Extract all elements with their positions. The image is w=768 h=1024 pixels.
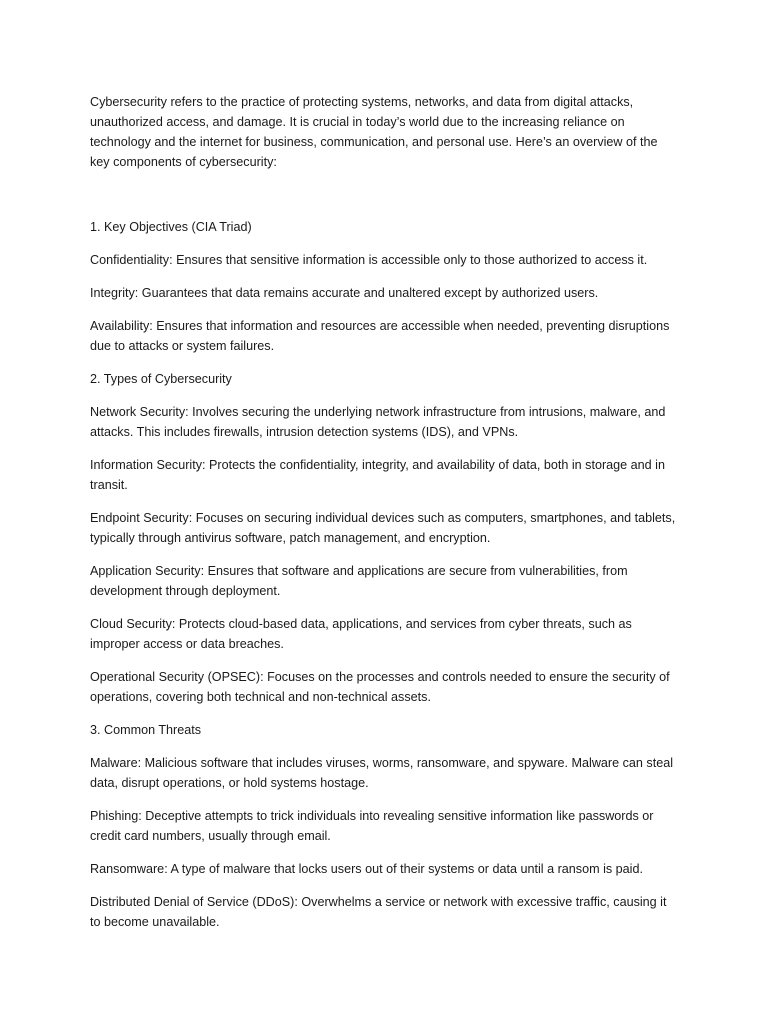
paragraph-confidentiality: Confidentiality: Ensures that sensitive information is accessible only to those authorized to access it. xyxy=(90,253,648,267)
section-heading-key-objectives: 1. Key Objectives (CIA Triad) xyxy=(90,220,252,234)
section-heading-common-threats: 3. Common Threats xyxy=(90,723,202,737)
intro-paragraph: Cybersecurity refers to the practice of protecting systems, networks, and data from digital attacks, unauthorized access, and damage. It is crucial in today’s world due to the increasing reliance on technology and the internet for business, communication, and personal use. Here’s an overview of the key components of cybersecurity: xyxy=(90,95,658,169)
paragraph-operational-security: Operational Security (OPSEC): Focuses on the processes and controls needed to ensure the security of operations, covering both technical and non-technical assets. xyxy=(90,670,670,704)
paragraph-network-security: Network Security: Involves securing the underlying network infrastructure from intrusions, malware, and attacks. This includes firewalls, intrusion detection systems (IDS), and VPNs. xyxy=(90,405,666,439)
document-body xyxy=(90,92,680,945)
paragraph-malware: Malware: Malicious software that includes viruses, worms, ransomware, and spyware. Malware can steal data, disrupt operations, or hold systems hostage. xyxy=(90,756,674,790)
paragraph-phishing: Phishing: Deceptive attempts to trick individuals into revealing sensitive information like passwords or credit card numbers, usually through email. xyxy=(90,809,654,843)
paragraph-integrity: Integrity: Guarantees that data remains accurate and unaltered except by authorized users. xyxy=(90,286,599,300)
paragraph-availability: Availability: Ensures that information and resources are accessible when needed, preventing disruptions due to attacks or system failures. xyxy=(90,319,670,353)
paragraph-cloud-security: Cloud Security: Protects cloud-based data, applications, and services from cyber threats, such as improper access or data breaches. xyxy=(90,617,632,651)
paragraph-ddos: Distributed Denial of Service (DDoS): Overwhelms a service or network with excessive traffic, causing it to become unavailable. xyxy=(90,895,667,929)
section-heading-types: 2. Types of Cybersecurity xyxy=(90,372,232,386)
paragraph-endpoint-security: Endpoint Security: Focuses on securing individual devices such as computers, smartphones, and tablets, typically through antivirus software, patch management, and encryption. xyxy=(90,511,676,545)
paragraph-ransomware: Ransomware: A type of malware that locks users out of their systems or data until a ransom is paid. xyxy=(90,862,643,876)
paragraph-information-security: Information Security: Protects the confidentiality, integrity, and availability of data, both in storage and in transit. xyxy=(90,458,665,492)
paragraph-application-security: Application Security: Ensures that software and applications are secure from vulnerabilities, from development through deployment. xyxy=(90,564,628,598)
